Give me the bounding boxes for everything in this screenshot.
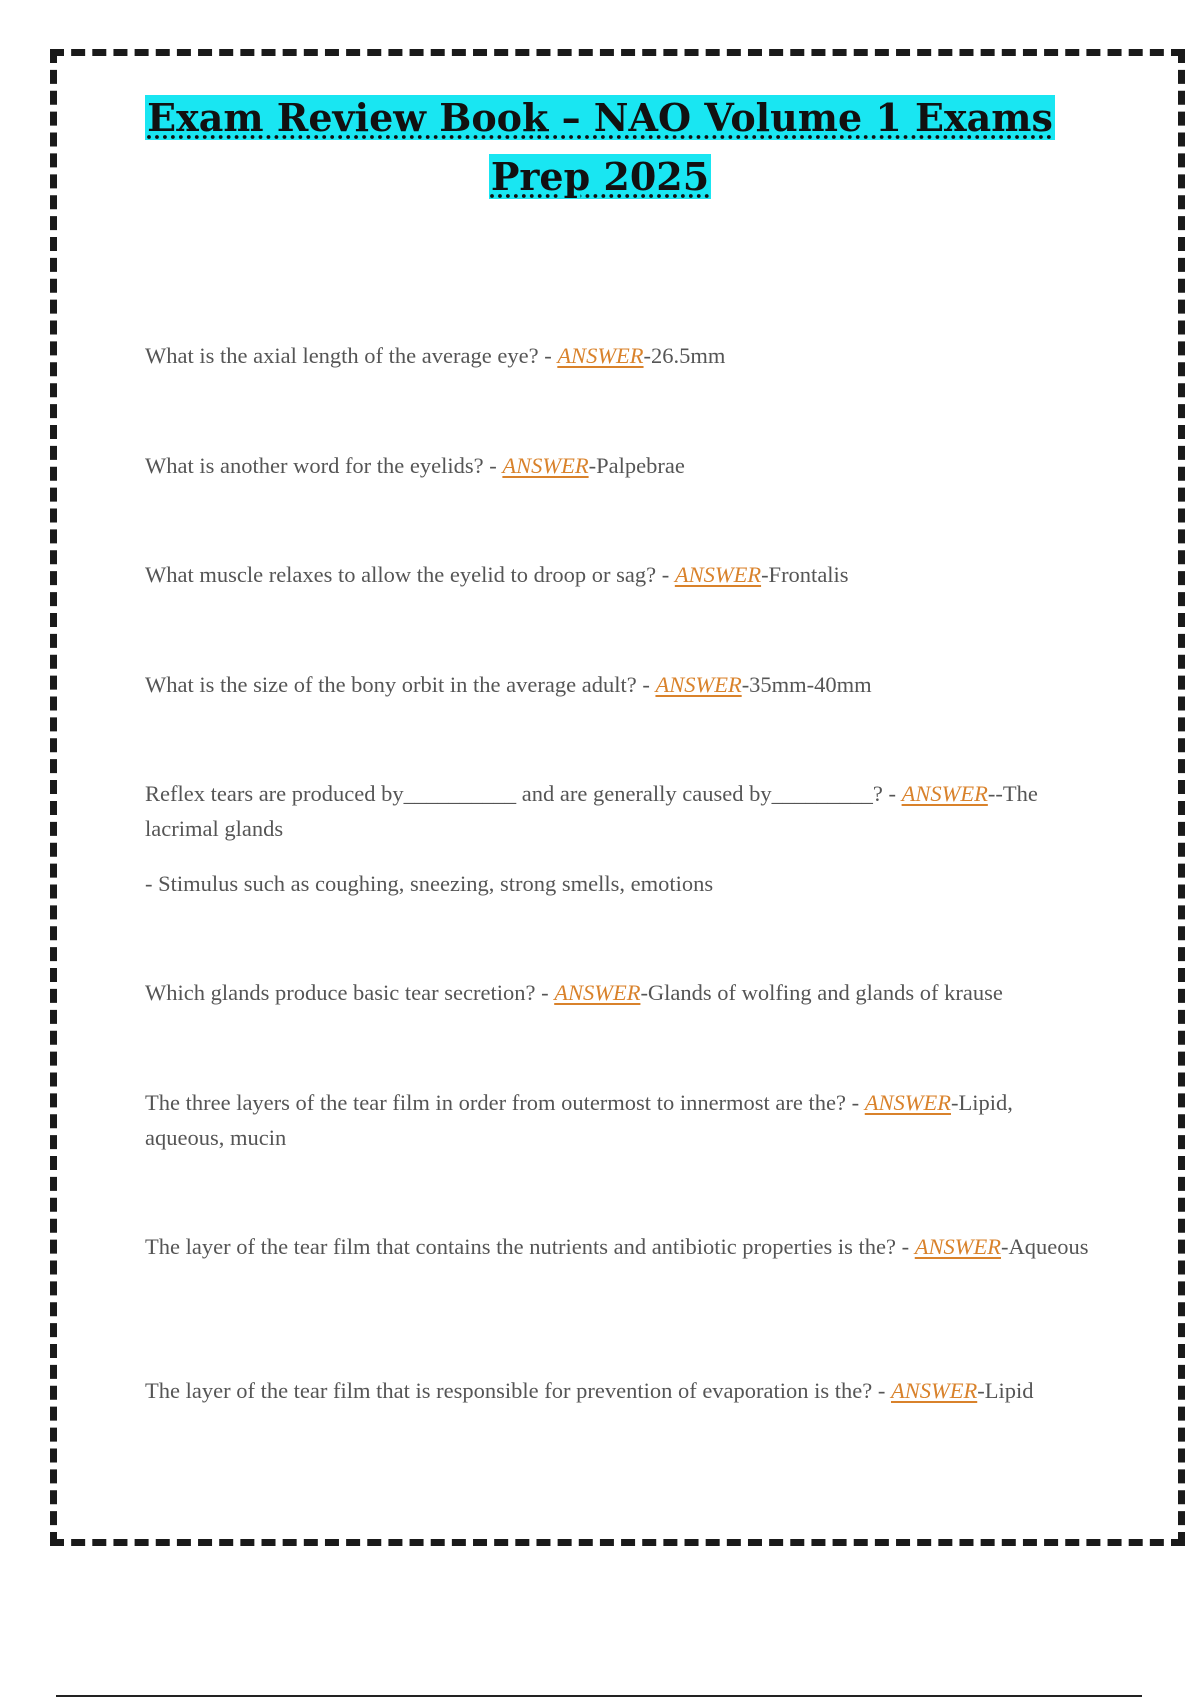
answer-text: -Palpebrae xyxy=(588,453,685,478)
title-line-1: Exam Review Book – NAO Volume 1 Exams xyxy=(147,95,1053,140)
bottom-divider xyxy=(56,1695,1142,1697)
question-text: The layer of the tear film that is responsible for prevention of evaporation is the? - xyxy=(145,1378,891,1403)
qa-item xyxy=(145,557,1095,592)
question-text: Which glands produce basic tear secretion? - xyxy=(145,980,555,1005)
answer-label: ANSWER xyxy=(557,343,644,368)
answer-text: -Lipid xyxy=(977,1378,1034,1403)
question-text: What is the axial length of the average eye? - xyxy=(145,343,558,368)
answer-label: ANSWER xyxy=(901,781,988,806)
question-text: The layer of the tear film that contains the nutrients and antibiotic properties is the? - xyxy=(145,1234,915,1259)
qa-item xyxy=(145,975,1095,1010)
answer-text: -Frontalis xyxy=(761,562,849,587)
question-text: What is the size of the bony orbit in the average adult? - xyxy=(145,672,656,697)
qa-item xyxy=(145,1085,1095,1155)
answer-label: ANSWER xyxy=(864,1090,951,1115)
document-title xyxy=(0,88,1200,206)
answer-label: ANSWER xyxy=(554,980,641,1005)
question-text: What muscle relaxes to allow the eyelid to droop or sag? - xyxy=(145,562,675,587)
qa-item xyxy=(145,776,1095,846)
answer-text: -Lipid, aqueous, mucin xyxy=(145,1090,1013,1150)
question-text: What is another word for the eyelids? - xyxy=(145,453,503,478)
qa-item xyxy=(145,448,1095,483)
answer-text: -Aqueous xyxy=(1000,1234,1089,1259)
question-text: Reflex tears are produced by__________ and are generally caused by_________? - xyxy=(145,781,902,806)
answer-label: ANSWER xyxy=(502,453,589,478)
answer-label: ANSWER xyxy=(914,1234,1001,1259)
answer-text: -26.5mm xyxy=(643,343,726,368)
answer-text: -35mm-40mm xyxy=(741,672,872,697)
qa-item xyxy=(145,338,1095,373)
answer-label: ANSWER xyxy=(655,672,742,697)
title-line-2: Prep 2025 xyxy=(490,154,710,199)
qa-item xyxy=(145,1373,1095,1408)
answer-label: ANSWER xyxy=(891,1378,978,1403)
answer-label: ANSWER xyxy=(674,562,762,587)
qa-item xyxy=(145,1229,1095,1264)
answer-text: --The lacrimal glands xyxy=(145,781,1038,841)
qa-extra: - Stimulus such as coughing, sneezing, strong smells, emotions xyxy=(145,871,714,896)
question-text: The three layers of the tear film in order from outermost to innermost are the? - xyxy=(145,1090,865,1115)
answer-text: -Glands of wolfing and glands of krause xyxy=(640,980,1003,1005)
qa-item xyxy=(145,667,1095,702)
